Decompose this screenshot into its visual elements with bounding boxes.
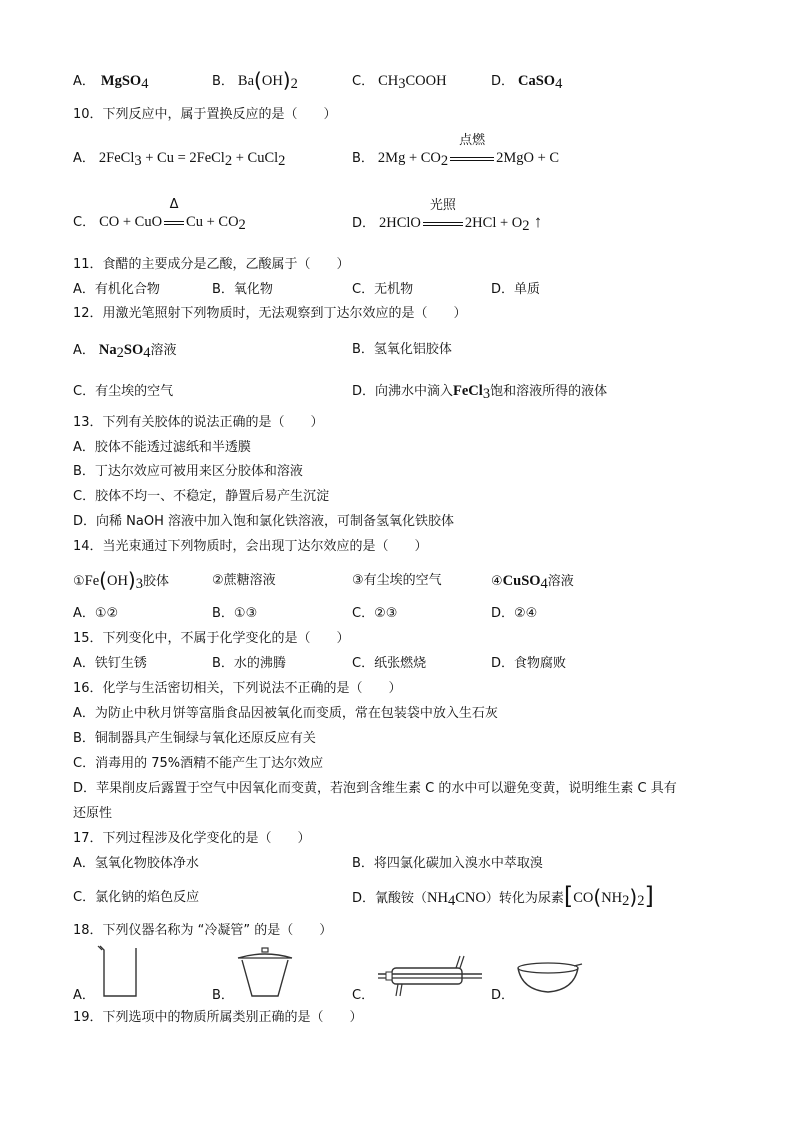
q17-option-a: A．氢氧化物胶体净水 (73, 856, 199, 871)
q17-option-b: B．将四氯化碳加入溴水中萃取溴 (352, 856, 543, 871)
q19-stem: 19．下列选项中的物质所属类别正确的是（ ） (73, 1010, 363, 1025)
q9-option-c: C． $CH_3COOH$ (352, 73, 447, 92)
q18-option-b: B． (212, 988, 234, 1003)
q13-option-a: A．胶体不能透过滤纸和半透膜 (73, 440, 251, 455)
q12-option-d: D．向沸水中滴入FeCl$_3$饱和溶液所得的液体 (352, 383, 608, 402)
q18-option-a: A． (73, 988, 95, 1003)
q10-option-a: A． 2FeCl$_3$ + Cu = 2FeCl$_2$ + CuCl$_2$ (73, 150, 286, 169)
q13-option-b: B．丁达尔效应可被用来区分胶体和溶液 (73, 464, 303, 479)
q16-option-d-line2: 还原性 (73, 806, 113, 821)
q9-option-d: D． CaSO$_4$ (491, 73, 563, 92)
q15-option-b: B．水的沸腾 (212, 656, 286, 671)
q18-option-c: C． (352, 988, 375, 1003)
q9-option-b: B． $Ba(OH)_2$ (212, 68, 298, 92)
q10-stem: 10．下列反应中，属于置换反应的是（ ） (73, 107, 337, 122)
q18-stem: 18．下列仪器名称为 “冷凝管” 的是（ ） (73, 923, 333, 938)
q17-option-d: D．氰酸铵$(NH_4CNO)$转化为尿素$[CO(NH_2)_2]$ (352, 882, 654, 910)
q10-option-c: C． CO + CuO Δ $Cu + CO_2$ (73, 197, 246, 233)
q12-option-a: A． $Na_2SO_4$溶液 (73, 342, 177, 361)
q14-option-d: D．②④ (491, 606, 538, 621)
q10-b-condition: 点燃 (459, 133, 486, 148)
q14-item-1: $①Fe(OH)_3$胶体 (73, 568, 169, 592)
q10-option-b: B． $2Mg + CO_2$ 点燃 2MgO + C (352, 133, 560, 169)
q11-option-a: A．有机化合物 (73, 282, 160, 297)
evaporating-dish-image (514, 960, 584, 996)
q10-c-condition: Δ (169, 197, 179, 212)
q13-stem: 13．下列有关胶体的说法正确的是（ ） (73, 415, 324, 430)
q14-option-a: A．①② (73, 606, 119, 621)
condenser-image (378, 952, 484, 1000)
q16-option-d-line1: D．苹果削皮后露置于空气中因氧化而变黄，若泡到含维生素 C 的水中可以避免变黄，说明维生素 C 具有 (73, 781, 677, 796)
q14-item-2: ②蔗糖溶液 (212, 573, 276, 588)
q11-option-d: D．单质 (491, 282, 541, 297)
q11-stem: 11．食醋的主要成分是乙酸，乙酸属于（ ） (73, 257, 350, 272)
q14-item-4: ④CuSO$_4$溶液 (491, 573, 574, 592)
q15-option-d: D．食物腐败 (491, 656, 567, 671)
q17-stem: 17．下列过程涉及化学变化的是（ ） (73, 831, 311, 846)
q17-option-c: C．氯化钠的焰色反应 (73, 890, 200, 905)
beaker-image (96, 944, 142, 1000)
q16-option-b: B．铜制器具产生铜绿与氧化还原反应有关 (73, 731, 316, 746)
q15-option-a: A．铁钉生锈 (73, 656, 147, 671)
q14-option-c: C．②③ (352, 606, 398, 621)
q12-option-b: B．氢氧化铝胶体 (352, 342, 452, 357)
q12-option-c: C．有尘埃的空气 (73, 384, 174, 399)
q16-stem: 16．化学与生活密切相关，下列说法不正确的是（ ） (73, 681, 402, 696)
q15-stem: 15．下列变化中，不属于化学变化的是（ ） (73, 631, 350, 646)
q10-option-d: D． 2HClO 光照 $2HCl + O_2$ ↑ (352, 198, 543, 234)
q9-option-a: A． MgSO$_4$ (73, 73, 149, 92)
q13-option-d: D．向稀 NaOH 溶液中加入饱和氯化铁溶液，可制备氢氧化铁胶体 (73, 514, 454, 529)
q13-option-c: C．胶体不均一、不稳定，静置后易产生沉淀 (73, 489, 330, 504)
crucible-with-lid-image (234, 946, 296, 1002)
q10-d-condition: 光照 (429, 198, 456, 213)
q16-option-a: A．为防止中秋月饼等富脂食品因被氧化而变质，常在包装袋中放入生石灰 (73, 706, 498, 721)
q15-option-c: C．纸张燃烧 (352, 656, 427, 671)
q11-option-c: C．无机物 (352, 282, 414, 297)
q14-option-b: B．①③ (212, 606, 258, 621)
q11-option-b: B．氧化物 (212, 282, 273, 297)
q14-item-3: ③有尘埃的空气 (352, 573, 442, 588)
q14-stem: 14．当光束通过下列物质时，会出现丁达尔效应的是（ ） (73, 539, 428, 554)
q12-stem: 12．用激光笔照射下列物质时，无法观察到丁达尔效应的是（ ） (73, 306, 467, 321)
q18-option-d: D． (491, 988, 515, 1003)
q16-option-c: C．消毒用的 75%酒精不能产生丁达尔效应 (73, 756, 324, 771)
